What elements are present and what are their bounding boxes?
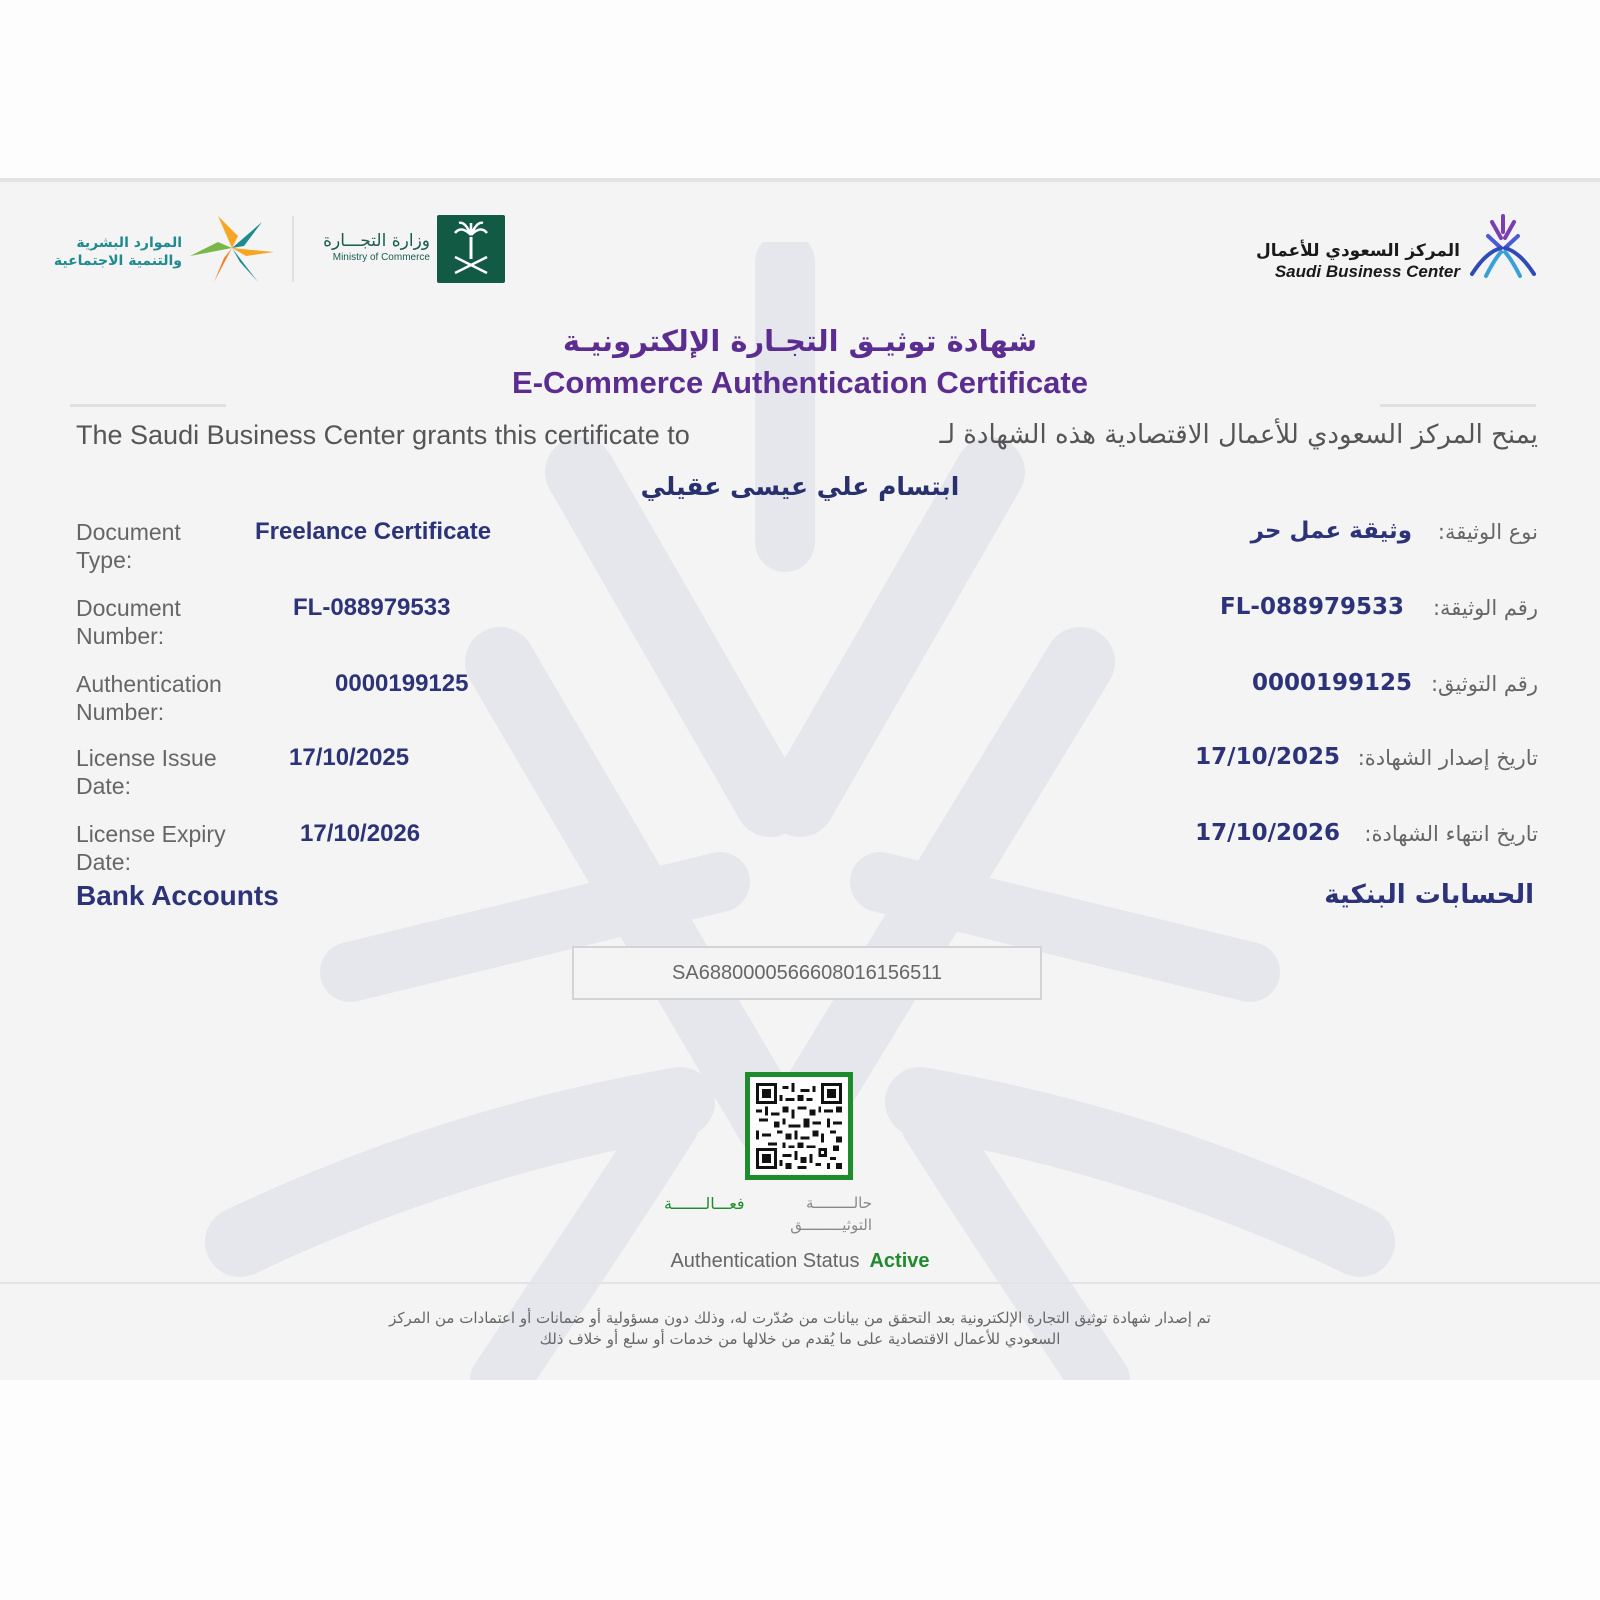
sbc-logo-icon xyxy=(1468,212,1538,282)
document-type-label-ar: نوع الوثيقة: xyxy=(1437,520,1538,544)
saudi-emblem-icon xyxy=(437,215,505,283)
license-expiry-date-label-en: License Expiry Date: xyxy=(76,821,226,875)
document-type-value-en: Freelance Certificate xyxy=(255,518,492,545)
authentication-number-value-ar: 0000199125 xyxy=(1251,670,1412,696)
bank-accounts-title-en: Bank Accounts xyxy=(76,880,279,911)
grants-statement-en: The Saudi Business Center grants this certificate to xyxy=(76,420,690,450)
title-rule-left xyxy=(70,404,226,407)
authentication-number-label-en: Authentication Number: xyxy=(76,671,222,725)
moc-name-ar: وزارة التجـــارة xyxy=(323,231,430,251)
auth-status-value-ar: فعـــالـــــــة xyxy=(664,1194,745,1213)
recipient-name: ابتسام علي عيسى عقيلي xyxy=(640,472,960,501)
license-expiry-date-value-en: 17/10/2026 xyxy=(300,820,421,847)
disclaimer-line2: السعودي للأعمال الاقتصادية على ما يُقدم من خلالها من خدمات أو سلع أو خلاف ذلك xyxy=(539,1330,1061,1348)
iban-value: SA6880000566608016156511 xyxy=(672,961,942,984)
auth-status-en xyxy=(0,1250,1600,1273)
license-issue-date-label-en: License Issue Date: xyxy=(76,745,217,799)
license-issue-date-label-ar: تاريخ إصدار الشهادة: xyxy=(1357,746,1538,770)
footer-divider xyxy=(0,1282,1600,1284)
auth-status-value-en: Active xyxy=(869,1250,930,1272)
authentication-number-label-ar: رقم التوثيق: xyxy=(1430,672,1538,696)
disclaimer xyxy=(380,1308,1220,1350)
document-type-value-ar: وثيقة عمل حر xyxy=(1250,518,1412,544)
document-type-label-en: Document Type: xyxy=(76,519,181,573)
auth-status-label-ar xyxy=(762,1192,872,1236)
hrsd-name-line2: والتنمية الاجتماعية xyxy=(53,253,182,269)
document-number-label-en: Document Number: xyxy=(76,595,181,649)
sbc-logo-text xyxy=(1230,240,1460,282)
document-number-value-ar: FL-088979533 xyxy=(1220,594,1404,620)
hrsd-logo-text xyxy=(52,234,182,270)
certificate xyxy=(0,178,1600,1380)
logo-divider xyxy=(292,216,294,282)
iban-field xyxy=(572,946,1042,1000)
auth-status-label-ar-line2: التوثيـــــــــق xyxy=(790,1216,872,1234)
moc-name-en: Ministry of Commerce xyxy=(332,252,430,263)
auth-status-label-ar-line1: حالـــــــــة xyxy=(805,1194,872,1212)
disclaimer-line1: تم إصدار شهادة توثيق التجارة الإلكترونية بعد التحقق من بيانات من صُدّرت له، وذلك دون مسؤولية أو ضمانات أو اعتمادات من المركز xyxy=(389,1309,1211,1327)
qr-code[interactable] xyxy=(745,1072,853,1180)
title-english: E-Commerce Authentication Certificate xyxy=(512,365,1088,400)
sbc-name-ar: المركز السعودي للأعمال xyxy=(1256,241,1460,261)
title-rule-right xyxy=(1380,404,1536,407)
sbc-name-en: Saudi Business Center xyxy=(1274,262,1460,281)
document-number-value-en: FL-088979533 xyxy=(293,594,451,621)
qr-code-icon xyxy=(756,1083,842,1169)
license-expiry-date-label-ar: تاريخ انتهاء الشهادة: xyxy=(1364,822,1538,846)
hrsd-name-line1: الموارد البشرية xyxy=(76,235,182,251)
hrsd-star-icon xyxy=(188,212,276,284)
title-arabic: شهادة توثيـق التجـارة الإلكترونيـة xyxy=(562,324,1038,358)
license-issue-date-value-en: 17/10/2025 xyxy=(289,744,410,771)
license-expiry-date-value-ar: 17/10/2026 xyxy=(1195,820,1340,846)
moc-logo-text xyxy=(300,230,430,263)
grants-statement-ar: يمنح المركز السعودي للأعمال الاقتصادية هذه الشهادة لـ xyxy=(939,420,1538,450)
document-number-label-ar: رقم الوثيقة: xyxy=(1432,596,1538,620)
license-issue-date-value-ar: 17/10/2025 xyxy=(1195,744,1340,770)
auth-status-label-en: Authentication Status xyxy=(670,1250,860,1272)
authentication-number-value-en: 0000199125 xyxy=(335,670,469,697)
bank-accounts-title-ar: الحسابات البنكية xyxy=(1324,880,1534,910)
